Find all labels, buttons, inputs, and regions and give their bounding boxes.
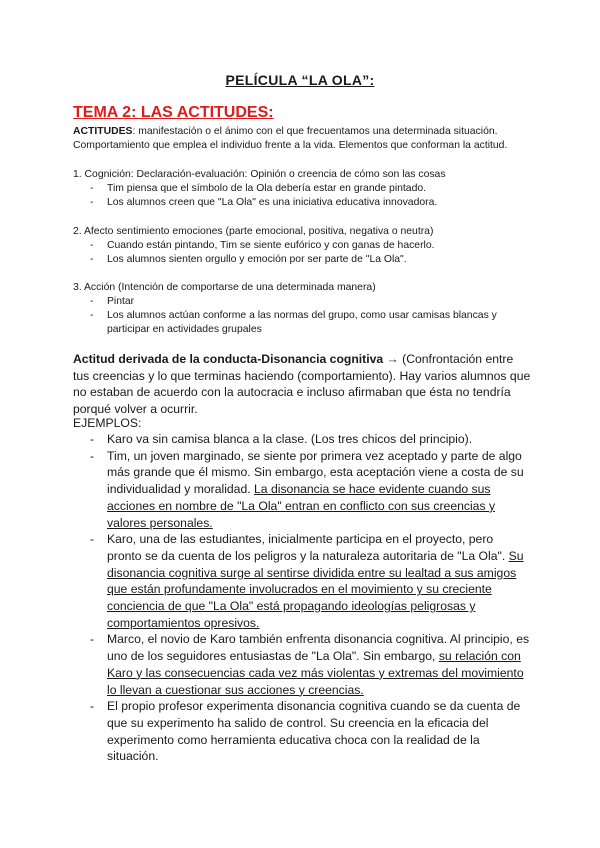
- cognition-heading: 1. Cognición: Declaración-evaluación: Opinión o creencia de cómo son las cosas: [73, 169, 446, 180]
- list-item: - Los alumnos sienten orgullo y emoción por ser parte de "La Ola".: [90, 253, 530, 267]
- dissonance-paragraph: [73, 351, 531, 418]
- arrow-icon: →: [383, 352, 403, 366]
- list-item: - Tim piensa que el símbolo de la Ola debería estar en grande pintado.: [90, 182, 530, 196]
- examples-label: EJEMPLOS:: [73, 416, 142, 430]
- dissonance-text: (Confrontación entre tus creencias y lo que terminas haciendo (comportamiento). Hay varios alumnos que no estaban de acuerdo con la autocracia e incluso afirmaban que ésta no tendría porqué volver a ocurrir.: [73, 352, 531, 417]
- definition-term: ACTITUDES: [73, 126, 133, 137]
- list-item: - Los alumnos creen que "La Ola" es una iniciativa educativa innovadora.: [90, 196, 530, 210]
- list-item: - Cuando están pintando, Tim se siente eufórico y con ganas de hacerlo.: [90, 239, 530, 253]
- affect-list: [90, 239, 530, 267]
- example-item: - Marco, el novio de Karo también enfrenta disonancia cognitiva. Al principio, es uno de los seguidores entusiastas de "La Ola". Sin embargo, su relación con Karo y las consecuencias cada vez más violentas y extremas del movimiento lo llevan a cuestionar sus acciones y creencias.: [90, 631, 530, 698]
- definition-paragraph: [73, 125, 513, 153]
- example-item: - Tim, un joven marginado, se siente por primera vez aceptado y parte de algo más grande que él mismo. Sin embargo, esta aceptación viene a costa de su individualidad y moralidad. La disonancia se hace evidente cuando sus acciones en nombre de "La Ola" entran en conflicto con sus creencias y valores personales.: [90, 448, 530, 532]
- example-item: - Karo, una de las estudiantes, inicialmente participa en el proyecto, pero pronto se da cuenta de los peligros y la naturaleza autoritaria de "La Ola". Su disonancia cognitiva surge al sentirse dividida entre su lealtad a sus amigos que están profundamente involucrados en el movimiento y su creciente conciencia de que "La Ola" está propagando ideologías peligrosas y comportamientos opresivos.: [90, 531, 530, 631]
- list-item: - Pintar: [90, 295, 530, 309]
- action-heading: 3. Acción (Intención de comportarse de una determinada manera): [73, 282, 376, 293]
- example-item: - El propio profesor experimenta disonancia cognitiva cuando se da cuenta de que su experimento ha salido de control. Su creencia en la eficacia del experimento como herramienta educativa choca con la realidad de la situación.: [90, 698, 530, 765]
- example-item: - Karo va sin camisa blanca a la clase. (Los tres chicos del principio).: [90, 431, 530, 448]
- affect-heading: 2. Afecto sentimiento emociones (parte emocional, positiva, negativa o neutra): [73, 226, 434, 237]
- list-item: - Los alumnos actúan conforme a las normas del grupo, como usar camisas blancas y participar en actividades grupales: [90, 309, 530, 337]
- definition-text: : manifestación o el ánimo con el que frecuentamos una determinada situación. Comportamiento que emplea el individuo frente a la vida. Elementos que conforman la actitud.: [73, 126, 508, 152]
- page-title: PELÍCULA “LA OLA”:: [225, 72, 375, 88]
- action-list: [90, 295, 530, 338]
- section-heading-tema: TEMA 2: LAS ACTITUDES:: [73, 104, 274, 121]
- dissonance-term: Actitud derivada de la conducta-Disonancia cognitiva: [73, 352, 384, 366]
- examples-list: [90, 431, 530, 765]
- cognition-list: [90, 182, 530, 210]
